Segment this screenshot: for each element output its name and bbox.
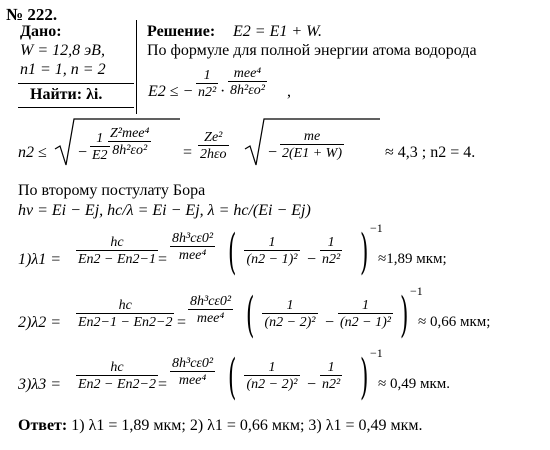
left-paren: ( [228, 349, 237, 405]
n2-equals: = [183, 144, 193, 161]
lambda-prefix: 1)λ1 = [18, 251, 62, 268]
lambda-frac-hc: $\frac{hc}{En2 - En2-2}$ [78, 360, 156, 392]
lambda-inner-b: $\frac{1}{\text{n2²}}$ [322, 360, 341, 392]
given-n: n1 = 1, n = 2 [20, 61, 106, 78]
n2-inner-minus: − [78, 144, 88, 161]
lambda-inner-minus: − [307, 376, 317, 393]
lambda-inner-minus: − [307, 251, 317, 268]
lambda-power: −1 [370, 221, 383, 235]
n2-frac-d: $\frac{me}{2(E1 + W)}$ [282, 129, 342, 161]
lambda-eq: = [158, 376, 168, 393]
n2-frac-c: Ze² 2hεo [200, 130, 227, 162]
lambda-frac-hc: $\frac{hc}{En2-1 - En2-2}$ [78, 298, 173, 330]
lambda-inner-a: $\frac{1}{\text{(n2 − 1)²}}$ [244, 236, 300, 267]
lambda-power: −1 [410, 284, 423, 298]
lambda-inner-b: $\frac{1}{\text{n2²}}$ [322, 235, 341, 267]
n2-frac-b: Z²mee⁴ 8h²εo² [110, 126, 150, 158]
lambda-eq: = [177, 314, 187, 331]
given-bottom-line [18, 107, 134, 108]
postulate-formula: hν = Ei − Ej, hc/λ = Ei − Ej, λ = hc/(Ei − Ej) [18, 202, 311, 219]
lambda-frac-hc: $\frac{hc}{En2 - En2-1}$ [78, 235, 156, 267]
lambda-result: ≈1,89 мкм; [378, 251, 447, 267]
lambda-prefix: 3)λ3 = [18, 376, 62, 393]
left-paren: ( [246, 287, 255, 343]
solution-energy-eq: E2 = E1 + W. [233, 23, 322, 40]
problem-number: № 222. [6, 5, 58, 24]
lambda-eq: = [158, 251, 168, 268]
ineq-frac2: mee⁴ 8h²εo² [230, 66, 265, 98]
given-title: Дано: [20, 23, 62, 40]
ineq-dot: · [220, 83, 226, 100]
lambda-frac-mid: 8h³cε0² mee⁴ [172, 231, 214, 263]
lambda-frac-mid: 8h³cε0² mee⁴ [172, 356, 214, 388]
answer-line [18, 418, 423, 434]
given-vertical-divider [136, 20, 137, 114]
lambda-inner-a: $\frac{1}{\text{(n2 − 2)²}}$ [244, 361, 300, 392]
right-paren: ) [360, 224, 369, 280]
solution-label: Решение: [147, 23, 216, 40]
left-paren: ( [228, 224, 237, 280]
given-w: W = 12,8 эВ, [20, 42, 105, 59]
lambda-frac-mid: 8h³cε0² mee⁴ [190, 294, 232, 326]
ineq-frac1: $\frac{1}{\text{n2²}}$ [198, 68, 217, 100]
ineq-comma: , [287, 83, 291, 100]
postulate-text: По второму постулату Бора [18, 182, 206, 199]
n2-frac-a: $\frac{1}{E2}$ [92, 131, 108, 163]
lambda-inner-minus: − [325, 314, 335, 331]
n2-result: ≈ 4,3 ; n2 = 4. [385, 144, 476, 161]
right-paren: ) [400, 287, 409, 343]
solution-formula-text: По формуле для полной энергии атома водорода [147, 42, 477, 59]
lambda-result: ≈ 0,49 мкм. [378, 376, 451, 392]
lambda-power: −1 [370, 346, 383, 360]
lambda-prefix: 2)λ2 = [18, 314, 62, 331]
right-paren: ) [360, 349, 369, 405]
lambda-inner-a: $\frac{1}{\text{(n2 − 2)²}}$ [262, 299, 318, 330]
lambda-result: ≈ 0,66 мкм; [418, 314, 491, 330]
given-divider [18, 83, 134, 84]
n2-minus-2: − [268, 144, 278, 161]
answer-label: Ответ: [18, 417, 68, 434]
n2-lhs: n2 ≤ [18, 144, 47, 161]
given-find: Найти: λi. [30, 86, 103, 103]
answer-text: 1) λ1 = 1,89 мкм; 2) λ1 = 0,66 мкм; 3) λ1 = 0,49 мкм. [71, 417, 423, 434]
ineq-lhs: E2 ≤ − [148, 83, 194, 100]
lambda-inner-b: $\frac{1}{\text{(n2 − 1)²}}$ [340, 298, 391, 330]
